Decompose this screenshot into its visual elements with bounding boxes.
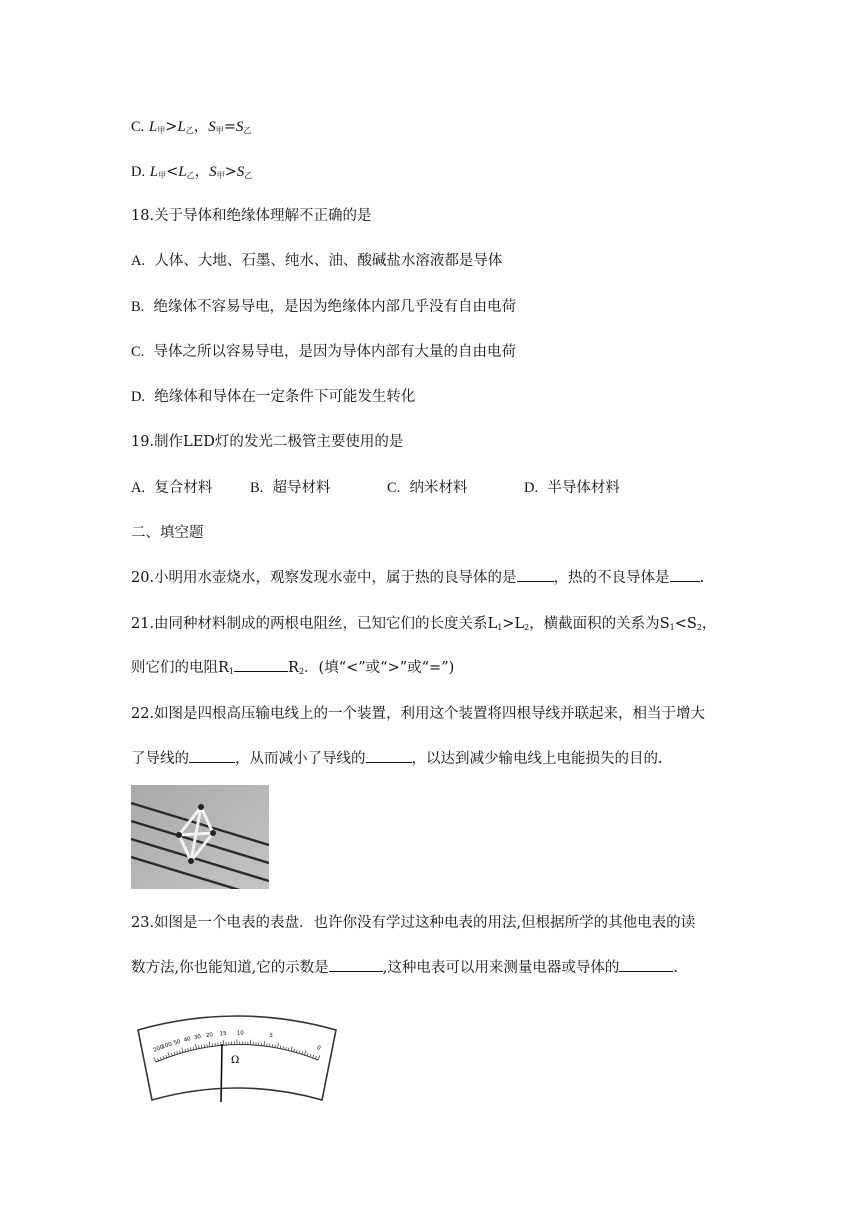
dial-scale-label: 40 <box>183 1036 192 1044</box>
dial-scale-label: 100 <box>161 1041 173 1051</box>
dial-scale-label: 200 <box>152 1044 165 1054</box>
dial-needle <box>221 1044 222 1102</box>
section-title: 二、填空题 <box>131 525 204 541</box>
q18-option-c: C. 导体之所以容易导电，是因为导体内部有大量的自由电荷 <box>131 344 517 360</box>
q17-option-d: D. $L_甲<L_乙$，$S_甲>S_乙$ <box>131 164 253 180</box>
q19-option-d: D. 半导体材料 <box>524 480 620 496</box>
power-line-spacer-image <box>131 785 269 889</box>
q18-stem: 18.关于导体和绝缘体理解不正确的是 <box>131 208 372 224</box>
q19-option-c: C. 纳米材料 <box>387 480 468 496</box>
q22-blank-2 <box>366 750 412 763</box>
q20-blank-2 <box>670 569 700 582</box>
q18-option-b: B. 绝缘体不容易导电，是因为绝缘体内部几乎没有自由电荷 <box>131 299 517 315</box>
dial-scale-label: 15 <box>219 1030 227 1038</box>
dial-scale-label: 5 <box>268 1032 274 1040</box>
q19-option-b: B. 超导材料 <box>250 480 331 496</box>
q19-option-a: A. 复合材料 <box>131 480 213 496</box>
q21-line-1: 21.由同种材料制成的两根电阻丝，已知它们的长度关系$L_1>L_2$，横截面积的关系为$S_1<S_2$， <box>131 616 717 632</box>
q21-line-2: 则它们的电阻$R_1$ $R_2$．(填“<”或“>”或“=”) <box>131 660 455 676</box>
q23-blank-2 <box>619 959 673 972</box>
q21-blank <box>234 659 288 672</box>
q18-option-d: D. 绝缘体和导体在一定条件下可能发生转化 <box>131 389 416 405</box>
q23-line-2: 数方法,你也能知道,它的示数是 ,这种电表可以用来测量电器或导体的 . <box>131 960 678 976</box>
q20-blank-1 <box>517 569 554 582</box>
dial-scale-label: 20 <box>205 1032 214 1040</box>
q22-line-1: 22.如图是四根高压输电线上的一个装置，利用这个装置将四根导线并联起来，相当于增大 <box>131 706 706 722</box>
q19-stem: 19.制作LED灯的发光二极管主要使用的是 <box>131 434 404 450</box>
q19-options <box>131 478 691 498</box>
dial-scale-label: 50 <box>172 1038 182 1047</box>
q18-option-a: A. 人体、大地、石墨、纯水、油、酸碱盐水溶液都是导体 <box>131 253 503 269</box>
dial-unit-label: Ω <box>231 1055 240 1066</box>
dial-scale-label: 0 <box>315 1045 322 1052</box>
q22-line-2: 了导线的 ，从而减小了导线的 ，以达到减少输电线上电能损失的目的. <box>131 751 663 767</box>
q23-blank-1 <box>329 959 383 972</box>
ohmmeter-dial <box>134 1004 340 1107</box>
q17-option-c: C. $L_甲>L_乙$，$S_甲=S_乙$ <box>131 119 252 135</box>
ohmmeter-dial-figure <box>134 1004 340 1107</box>
q22-blank-1 <box>189 750 235 763</box>
power-line-spacer-figure <box>131 785 269 889</box>
q23-line-1: 23.如图是一个电表的表盘．也许你没有学过这种电表的用法,但根据所学的其他电表的读 <box>131 915 696 931</box>
q20-text: 20.小明用水壶烧水，观察发现水壶中，属于热的良导体的是 ，热的不良导体是 . <box>131 570 705 586</box>
dial-scale-label: 10 <box>236 1030 244 1037</box>
dial-scale-label: 30 <box>193 1034 202 1042</box>
